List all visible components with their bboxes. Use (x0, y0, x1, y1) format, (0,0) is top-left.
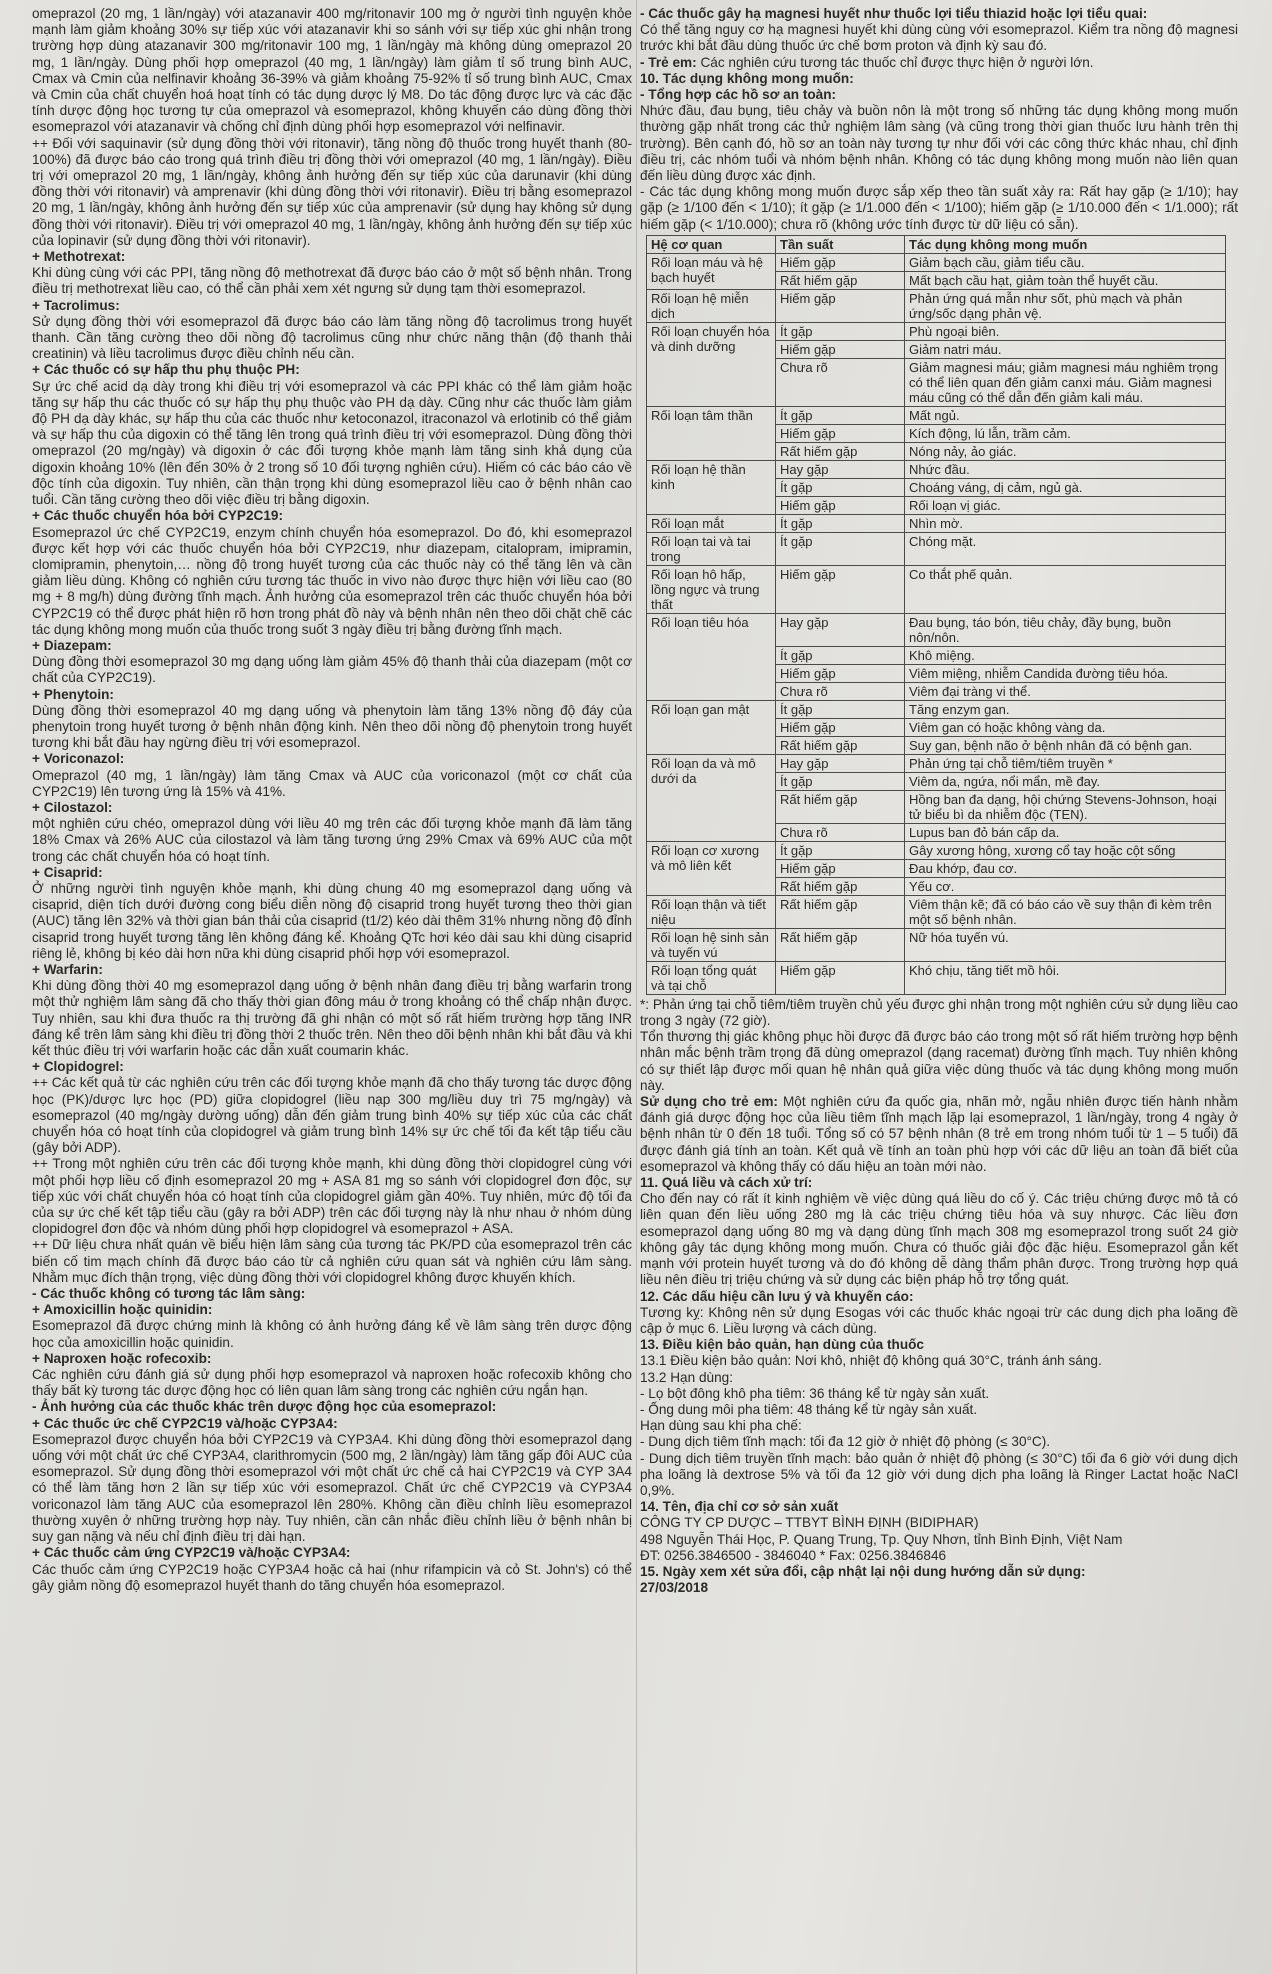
frequency-cell: Rất hiếm gặp (776, 271, 905, 289)
section-heading: 13. Điều kiện bảo quản, hạn dùng của thuốc (640, 1337, 924, 1353)
frequency-cell: Rất hiếm gặp (776, 895, 905, 928)
frequency-cell: Rất hiếm gặp (776, 877, 905, 895)
header-effect: Tác dụng không mong muốn (905, 235, 1226, 253)
organ-cell: Rối loạn máu và hệ bạch huyết (647, 253, 776, 289)
effect-cell: Yếu cơ. (905, 877, 1226, 895)
table-row (647, 928, 1226, 961)
effect-cell: Phản ứng quá mẫn như sốt, phù mạch và phản ứng/sốc dạng phản vệ. (905, 289, 1226, 322)
paragraph: - Dung dịch tiêm truyền tĩnh mạch: bảo quản ở nhiệt độ phòng (≤ 30°C) tối đa 6 giờ với dung dịch pha loãng là dextrose 5% và tối đa 12 giờ với dung dịch pha loãng là Ringer Lactat hoặc NaCl 0,9%. (640, 1450, 1238, 1498)
table-row (647, 841, 1226, 859)
frequency-cell: Hiếm gặp (776, 859, 905, 877)
frequency-cell: Hiếm gặp (776, 424, 905, 442)
section-heading: + Các thuốc ức chế CYP2C19 và/hoặc CYP3A4: (32, 1415, 338, 1431)
paragraph: Có thể tăng nguy cơ hạ magnesi huyết khi dùng cùng với esomeprazol. Kiểm tra nồng độ magnesi trước khi bắt đầu dùng thuốc ức chế bơm proton và định kỳ sau đó. (640, 22, 1238, 54)
paragraph: ++ Dữ liệu chưa nhất quán về biểu hiện lâm sàng của tương tác PK/PD của esomeprazol trên các biến cố tim mạch chính đã được báo cáo từ cả nghiên cứu quan sát và nghiên cứu lâm sàng. Nhằm mục đích thận trọng, việc dùng đồng thời với clopidogrel không được khuyến khích. (32, 1237, 632, 1285)
paragraph: Hạn dùng sau khi pha chế: (640, 1418, 802, 1434)
section-heading: + Methotrexat: (32, 249, 126, 265)
effect-cell: Phù ngoại biên. (905, 322, 1226, 340)
frequency-cell: Hiếm gặp (776, 718, 905, 736)
effect-cell: Hồng ban đa dạng, hội chứng Stevens-Johnson, hoại tử biểu bì da nhiễm độc (TEN). (905, 790, 1226, 823)
section-heading: + Các thuốc chuyển hóa bởi CYP2C19: (32, 508, 284, 524)
paragraph: Khi dùng đồng thời 40 mg esomeprazol dạng uống ở bệnh nhân đang điều trị bằng warfarin trong một thử nghiệm lâm sàng đã cho thấy thời gian đông máu ở trong khoảng có thể chấp nhận được. Tuy nhiên, sau khi đưa thuốc ra thị trường đã ghi nhận có một số rất hiếm trường hợp tăng INR đáng kể trên lâm sàng khi điều trị đồng thời 2 thuốc trên. Nên theo dõi bệnh nhân khi bắt đầu và khi kết thúc điều trị với warfarin hoặc các dẫn xuất coumarin khác. (32, 978, 632, 1058)
section-heading: - Tổng hợp các hồ sơ an toàn: (640, 87, 837, 103)
paragraph: Sự ức chế acid dạ dày trong khi điều trị với esomeprazol và các PPI khác có thể làm giảm hoặc tăng sự hấp thu các thuốc có sự hấp thụ phụ thuộc vào PH dạ dày. Cũng như các thuốc làm giảm độ PH dạ dày khác, sự hấp thu của các thuốc như ketoconazol, itraconazol và erlotinib có thể giảm và sự hấp thu của digoxin có thể tăng lên trong quá trình điều trị với esomeprazol. Dùng đồng thời omeprazol (20 mg/ngày) và digoxin ở các đối tượng khỏe mạnh làm tăng sinh khả dụng của digoxin khoảng 10% (lên đến 30% ở 2 trong số 10 đối tượng nghiên cứu). Hiếm có các báo cáo về độc tính của digoxin. Tuy nhiên, cần thận trọng khi dùng esomeprazol liều cao ở bệnh nhân cao tuổi. Cần tăng cường theo dõi việc điều trị bằng digoxin. (32, 378, 632, 508)
table-row (647, 961, 1226, 994)
organ-cell: Rối loạn tai và tai trong (647, 532, 776, 565)
effect-cell: Mất ngủ. (905, 406, 1226, 424)
frequency-cell: Rất hiếm gặp (776, 736, 905, 754)
frequency-cell: Ít gặp (776, 841, 905, 859)
paragraph: ++ Đối với saquinavir (sử dụng đồng thời với ritonavir), tăng nồng độ thuốc trong huyết thanh (80-100%) đã được báo cáo trong quá trình điều trị đồng thời với omeprazol (40 mg, 1 lần/ngày). Điều trị với omeprazol 20 mg, 1 lần/ngày, không ảnh hưởng đến sự tiếp xúc của darunavir (khi dùng đồng thời với ritonavir) và amprenavir (khi dùng đồng thời với ritonavir). Điều trị bằng esomeprazol 20 mg, 1 lần/ngày, không ảnh hưởng đến sự tiếp xúc của amprenavir (sử dụng hay không sử dụng đồng thời với ritonavir). Điều trị với omeprazol 40 mg, 1 lần/ngày, không ảnh hưởng đến sự tiếp xúc của lopinavir (sử dụng đồng thời với ritonavir). (32, 135, 632, 248)
left-column (32, 6, 632, 1594)
paragraph: Cho đến nay có rất ít kinh nghiệm về việc dùng quá liều do cố ý. Các triệu chứng được mô tả có liên quan đến liều uống 280 mg là các triệu chứng tiêu hóa và suy nhược. Các liều đơn esomeprazol dạng uống 80 mg và dạng dùng tĩnh mạch 308 mg esomeprazol trong suốt 24 giờ không gây tác dụng không mong muốn. Chưa có thuốc giải độc đặc hiệu. Esomeprazol gắn kết mạnh với protein huyết tương và do đó không dễ dàng thẩm phân được. Trong trường hợp quá liều nên điều trị triệu chứng và sử dụng các biện pháp hỗ trợ tổng quát. (640, 1191, 1238, 1288)
section-heading: + Các thuốc cảm ứng CYP2C19 và/hoặc CYP3A4: (32, 1545, 351, 1561)
effect-cell: Choáng váng, dị cảm, ngủ gà. (905, 478, 1226, 496)
table-row (647, 700, 1226, 718)
effect-cell: Viêm đại tràng vi thể. (905, 682, 1226, 700)
section-heading: + Tacrolimus: (32, 297, 120, 313)
inline-text: Một nghiên cứu đa quốc gia, nhãn mở, ngẫu nhiên được tiến hành nhằm đánh giá dược động học của liều tiêm tĩnh mạch lặp lại esomeprazol, 1 lần/ngày, trong 4 ngày ở bệnh nhân từ 0 đến 18 tuổi. Tổng số có 57 bệnh nhân (8 trẻ em trong nhóm tuổi từ 1 – 5 tuổi) đã được đánh giá tính an toàn. Kết quả về tính an toàn phù hợp với các dữ liệu an toàn đã biết của esomeprazol và không thấy có dấu hiệu an toàn mới nào. (640, 1094, 1238, 1174)
frequency-cell: Hiếm gặp (776, 289, 905, 322)
manufacturer-contact: ĐT: 0256.3846500 - 3846040 * Fax: 0256.3846846 (640, 1547, 947, 1563)
frequency-cell: Ít gặp (776, 514, 905, 532)
effect-cell: Nhức đầu. (905, 460, 1226, 478)
revision-date: 27/03/2018 (640, 1580, 709, 1596)
frequency-cell: Hiếm gặp (776, 496, 905, 514)
paragraph: Khi dùng cùng với các PPI, tăng nồng độ methotrexat đã được báo cáo ở một số bệnh nhân. Trong điều trị methotrexat liều cao, có thể cần phải xem xét ngưng sử dụng tạm thời esomeprazol. (32, 265, 632, 297)
paragraph: một nghiên cứu chéo, omeprazol dùng với liều 40 mg trên các đối tượng khỏe mạnh đã làm tăng 18% Cmax và 26% AUC của cilostazol và làm tăng tương ứng 29% Cmax và 69% AUC của một trong các chất chuyển hóa có hoạt tính. (32, 816, 632, 864)
section-heading: - Ảnh hưởng của các thuốc khác trên dược động học của esomeprazol: (32, 1399, 497, 1415)
frequency-cell: Chưa rõ (776, 682, 905, 700)
manufacturer-address: 498 Nguyễn Thái Học, P. Quang Trung, Tp. Quy Nhơn, tỉnh Bình Định, Việt Nam (640, 1531, 1123, 1547)
paragraph: Esomeprazol đã được chứng minh là không có ảnh hưởng đáng kể về lâm sàng trên dược động học của amoxicillin hoặc quinidin. (32, 1318, 632, 1350)
paragraph: - Lọ bột đông khô pha tiêm: 36 tháng kể từ ngày sản xuất. (640, 1385, 990, 1401)
table-header-row (647, 235, 1226, 253)
table-row (647, 460, 1226, 478)
effect-cell: Mất bạch cầu hạt, giảm toàn thể huyết cầu. (905, 271, 1226, 289)
table-row (647, 253, 1226, 271)
frequency-cell: Ít gặp (776, 646, 905, 664)
effect-cell: Viêm miệng, nhiễm Candida đường tiêu hóa. (905, 664, 1226, 682)
frequency-cell: Hay gặp (776, 754, 905, 772)
section-heading: + Warfarin: (32, 961, 103, 977)
frequency-cell: Ít gặp (776, 322, 905, 340)
effect-cell: Kích động, lú lẫn, trầm cảm. (905, 424, 1226, 442)
organ-cell: Rối loạn thận và tiết niệu (647, 895, 776, 928)
effect-cell: Viêm gan có hoặc không vàng da. (905, 718, 1226, 736)
effect-cell: Lupus ban đỏ bán cấp da. (905, 823, 1226, 841)
right-column (640, 6, 1238, 1596)
effect-cell: Viêm thận kẽ; đã có báo cáo về suy thận đi kèm trên một số bệnh nhân. (905, 895, 1226, 928)
paragraph: - Dung dịch tiêm tĩnh mạch: tối đa 12 giờ ở nhiệt độ phòng (≤ 30°C). (640, 1434, 1051, 1450)
organ-cell: Rối loạn gan mật (647, 700, 776, 754)
table-row (647, 895, 1226, 928)
table-row (647, 532, 1226, 565)
organ-cell: Rối loạn tiêu hóa (647, 613, 776, 700)
frequency-cell: Ít gặp (776, 772, 905, 790)
frequency-cell: Ít gặp (776, 406, 905, 424)
paragraph: Esomeprazol được chuyển hóa bởi CYP2C19 và CYP3A4. Khi dùng đồng thời esomeprazol dạng uống với một chất ức chế CYP3A4, clarithromycin (500 mg, 2 lần/ngày) làm tăng gấp đôi AUC của esomeprazol. Sử dụng đồng thời esomeprazol với một chất ức chế cả hai CYP2C19 và CYP 3A4 có thể làm tăng hơn 2 lần sự tiếp xúc với esomeprazol. Chất ức chế CYP2C19 và CYP3A4 voriconazol làm tăng AUC của esomeprazol lên 280%. Không cần điều chỉnh liều esomeprazol thường xuyên ở những trường hợp này. Tuy nhiên, cần cân nhắc điều chỉnh liều ở bệnh nhân bị suy gan nặng và nếu chỉ định điều trị dài hạn. (32, 1431, 632, 1545)
section-heading: - Các thuốc không có tương tác lâm sàng: (32, 1286, 306, 1302)
table-row (647, 565, 1226, 613)
organ-cell: Rối loạn hệ sinh sản và tuyến vú (647, 928, 776, 961)
organ-cell: Rối loạn chuyển hóa và dinh dưỡng (647, 322, 776, 406)
frequency-cell: Ít gặp (776, 700, 905, 718)
paragraph: - Ống dung môi pha tiêm: 48 tháng kể từ ngày sản xuất. (640, 1401, 978, 1417)
section-heading: - Các thuốc gây hạ magnesi huyết như thuốc lợi tiểu thiazid hoặc lợi tiểu quai: (640, 6, 1148, 21)
effect-cell: Giảm bạch cầu, giảm tiểu cầu. (905, 253, 1226, 271)
effect-cell: Nhìn mờ. (905, 514, 1226, 532)
inline-text: Các nghiên cứu tương tác thuốc chỉ được thực hiện ở người lớn. (696, 54, 1094, 70)
paragraph: Dùng đồng thời esomeprazol 30 mg dạng uống làm giảm 45% độ thanh thải của diazepam (một cơ chất của CYP2C19). (32, 654, 632, 686)
inline-heading: Sử dụng cho trẻ em: (640, 1094, 778, 1110)
section-heading: + Naproxen hoặc rofecoxib: (32, 1350, 212, 1366)
paragraph: 13.2 Hạn dùng: (640, 1369, 733, 1385)
effect-cell: Giảm natri máu. (905, 340, 1226, 358)
frequency-cell: Hay gặp (776, 460, 905, 478)
table-row (647, 754, 1226, 772)
section-heading: 11. Quá liều và cách xử trí: (640, 1175, 813, 1191)
frequency-cell: Hiếm gặp (776, 253, 905, 271)
effect-cell: Viêm da, ngứa, nổi mẩn, mề đay. (905, 772, 1226, 790)
paragraph (640, 1094, 1238, 1175)
paragraph: - Các tác dụng không mong muốn được sắp xếp theo tần suất xảy ra: Rất hay gặp (≥ 1/10); hay gặp (≥ 1/100 đến < 1/10); ít gặp (≥ 1/1.000 đến < 1/100); hiếm gặp (≥ 1/10.000 đến < 1/1.000); rất hiếm gặp (< 1/10.000); chưa rõ (không ước tính được từ dữ liệu có sẵn). (640, 184, 1238, 232)
organ-cell: Rối loạn mắt (647, 514, 776, 532)
frequency-cell: Rất hiếm gặp (776, 442, 905, 460)
paragraph: Ở những người tình nguyện khỏe mạnh, khi dùng chung 40 mg esomeprazol dạng uống và cisaprid, diện tích dưới đường cong biểu diễn nồng độ cisaprid trong huyết tương theo thời gian (AUC) tăng lên 32% và thời gian bán thải của cisaprid (t1/2) kéo dài thêm 31% nhưng nồng độ đỉnh cisaprid trong huyết tương tăng lên không đáng kể. Khoảng QTc hơi kéo dài sau khi dùng cisaprid riêng lẻ, không bị kéo dài hơn nữa khi dùng cisaprid phối hợp với esomeprazol. (32, 880, 632, 961)
adverse-effects-table (646, 235, 1226, 995)
frequency-cell: Rất hiếm gặp (776, 928, 905, 961)
table-body (647, 253, 1226, 994)
effect-cell: Khó chịu, tăng tiết mồ hôi. (905, 961, 1226, 994)
section-heading: + Cisaprid: (32, 864, 103, 880)
organ-cell: Rối loạn cơ xương và mô liên kết (647, 841, 776, 895)
organ-cell: Rối loạn hệ miễn dịch (647, 289, 776, 322)
effect-cell: Giảm magnesi máu; giảm magnesi máu nghiêm trọng có thể liên quan đến giảm canxi máu. Giảm magnesi máu cũng có thể dẫn đến giảm kali máu. (905, 358, 1226, 406)
paragraph: ++ Trong một nghiên cứu trên các đối tượng khỏe mạnh, khi dùng đồng thời clopidogrel cùng với một phối hợp liều cố định esomeprazol 20 mg + ASA 81 mg so sánh với clopidogrel đơn độc, sự tiếp xúc với chất chuyển hóa có hoạt tính của clopidogrel giảm gần 40%. Tuy nhiên, mức độ tối đa của sự ức chế kết tập tiểu cầu (gây ra bởi ADP) trên các đối tượng này là như nhau ở nhóm dùng clopidogrel đơn độc và nhóm dùng phối hợp clopidogrel và esomeprazol + ASA. (32, 1156, 632, 1237)
paragraph: 13.1 Điều kiện bảo quản: Nơi khô, nhiệt độ không quá 30°C, tránh ánh sáng. (640, 1353, 1102, 1369)
section-heading: 15. Ngày xem xét sửa đổi, cập nhật lại nội dung hướng dẫn sử dụng: (640, 1563, 1086, 1579)
section-heading: 14. Tên, địa chỉ cơ sở sản xuất (640, 1499, 839, 1515)
effect-cell: Suy gan, bệnh não ở bệnh nhân đã có bệnh gan. (905, 736, 1226, 754)
table-row (647, 613, 1226, 646)
manufacturer-name: CÔNG TY CP DƯỢC – TTBYT BÌNH ĐỊNH (BIDIPHAR) (640, 1515, 979, 1531)
frequency-cell: Rất hiếm gặp (776, 790, 905, 823)
paragraph: ++ Các kết quả từ các nghiên cứu trên các đối tượng khỏe mạnh đã cho thấy tương tác dược động học (PK)/dược lực học (PD) giữa clopidogrel (liều nạp 300 mg/liều duy trì 75 mg/ngày) và esomeprazol (40 mg/ngày dường uống) dẫn đến giảm trung bình 40% sự tiếp xúc của các chất chuyển hóa có hoạt tính của clopidogrel và giảm trung bình 14% sự ức chế tối đa kết tập tiểu cầu (gây bởi ADP). (32, 1075, 632, 1156)
organ-cell: Rối loạn tổng quát và tại chỗ (647, 961, 776, 994)
paragraph: Nhức đầu, đau bụng, tiêu chảy và buồn nôn là một trong số những tác dụng không mong muốn thường gặp nhất trong các thử nghiệm lâm sàng (và cũng trong thời gian thuốc lưu hành trên thị trường). Bên cạnh đó, hồ sơ an toàn này tương tự như đối với các công thức khác nhau, chỉ định điều trị, các nhóm tuổi và nhóm bệnh nhân. Không có tác dụng không mong muốn nào liên quan đến liều dùng được xác định. (640, 103, 1238, 184)
header-frequency: Tần suất (776, 235, 905, 253)
paragraph: Các nghiên cứu đánh giá sử dụng phối hợp esomeprazol và naproxen hoặc rofecoxib không cho thấy bất kỳ tương tác dược động học có liên quan lâm sàng trong các nghiên cứu ngắn hạn. (32, 1367, 632, 1399)
frequency-cell: Chưa rõ (776, 823, 905, 841)
organ-cell: Rối loạn tâm thần (647, 406, 776, 460)
effect-cell: Chóng mặt. (905, 532, 1226, 565)
paragraph: Tổn thương thị giác không phục hồi được đã được báo cáo trong một số rất hiếm trường hợp bệnh nhân mắc bệnh trầm trọng đã dùng omeprazol (dạng racemat) đường tĩnh mạch. Tuy nhiên không có sự thiết lập được mối quan hệ nhân quả giữa việc dùng thuốc và tác dụng không mong muốn này. (640, 1029, 1238, 1093)
effect-cell: Đau khớp, đau cơ. (905, 859, 1226, 877)
effect-cell: Tăng enzym gan. (905, 700, 1226, 718)
effect-cell: Nữ hóa tuyến vú. (905, 928, 1226, 961)
section-heading: + Cilostazol: (32, 799, 113, 815)
section-heading: 10. Tác dụng không mong muốn: (640, 70, 854, 86)
organ-cell: Rối loạn da và mô dưới da (647, 754, 776, 841)
paragraph: omeprazol (20 mg, 1 lần/ngày) với atazanavir 400 mg/ritonavir 100 mg ở người tình nguyện khỏe mạnh làm giảm khoảng 30% sự tiếp xúc với atazanavir khi so sánh với sự tiếp xúc ghi nhận trong trường hợp dùng atazanavir 300 mg/ritonavir 100 mg, 1 lần/ngày mà không dùng omeprazol 20 mg, 1 lần/ngày. Dùng phối hợp omeprazol (40 mg, 1 lần/ngày) làm giảm tỉ số trung bình AUC, Cmax và Cmin của nelfinavir khoảng 36-39% và giảm khoảng 75-92% tỉ số trung bình AUC, Cmax và Cmin của chất chuyển hoá hoạt tính có tác dụng dược lý M8. Do tác động được lực và các đặc tính dược động học tương tự của omeprazol và esomeprazol, không khuyến cáo dùng đồng thời esomeprazol với atazanavir và chống chỉ định dùng phối hợp esomeprazol với nelfinavir. (32, 6, 632, 135)
section-heading: + Voriconazol: (32, 751, 125, 767)
table-row (647, 514, 1226, 532)
table-row (647, 322, 1226, 340)
effect-cell: Co thắt phế quản. (905, 565, 1226, 613)
effect-cell: Nóng nảy, ảo giác. (905, 442, 1226, 460)
column-divider (636, 0, 637, 1974)
frequency-cell: Hiếm gặp (776, 961, 905, 994)
effect-cell: Khô miệng. (905, 646, 1226, 664)
frequency-cell: Hiếm gặp (776, 664, 905, 682)
table-row (647, 406, 1226, 424)
frequency-cell: Ít gặp (776, 478, 905, 496)
section-heading: + Clopidogrel: (32, 1059, 124, 1075)
organ-cell: Rối loạn hô hấp, lồng ngực và trung thất (647, 565, 776, 613)
paragraph: Sử dụng đồng thời với esomeprazol đã được báo cáo làm tăng nồng độ tacrolimus trong huyết thanh. Cần tăng cường theo dõi nồng độ tacrolimus cũng như chức năng thận (độ thanh thải creatinin) và liều tacrolimus được điều chỉnh nếu cần. (32, 313, 632, 362)
inline-heading: - Trẻ em: (640, 54, 697, 70)
paragraph: Esomeprazol ức chế CYP2C19, enzym chính chuyển hóa esomeprazol. Do đó, khi esomeprazol được kết hợp với các thuốc chuyển hóa bởi CYP2C19, như diazepam, citalopram, imipramin, clomipramin, phenytoin,… nồng độ trong huyết tương của các thuốc này có thể tăng lên và cần giảm liều dùng. Không có nghiên cứu tương tác thuốc in vivo nào được thực hiện với liều cao (80 mg + 8 mg/h) dùng đường tĩnh mạch. Ảnh hưởng của esomeprazol trên các thuốc chuyển hóa bởi CYP2C19 có thể được phát hiện rõ hơn trong phát đồ này và bệnh nhân nên theo dõi chặt chẽ các tác dụng không mong muốn của thuốc trong suốt 3 ngày điều trị bằng đường tĩnh mạch. (32, 524, 632, 637)
paragraph: Các thuốc cảm ứng CYP2C19 hoặc CYP3A4 hoặc cả hai (như rifampicin và cỏ St. John's) có thể gây giảm nồng độ esomeprazol huyết thanh do tăng chuyển hóa esomeprazol. (32, 1561, 632, 1593)
effect-cell: Phản ứng tại chỗ tiêm/tiêm truyền * (905, 754, 1226, 772)
section-heading: + Phenytoin: (32, 686, 114, 702)
frequency-cell: Chưa rõ (776, 358, 905, 406)
table-row (647, 289, 1226, 322)
frequency-cell: Hiếm gặp (776, 565, 905, 613)
paragraph: Tương kỵ: Không nên sử dụng Esogas với các thuốc khác ngoại trừ các dung dịch pha loãng đề cập ở mục 6. Liều lượng và cách dùng. (640, 1304, 1238, 1336)
section-heading: 12. Các dấu hiệu cần lưu ý và khuyến cáo: (640, 1288, 914, 1304)
section-heading: + Các thuốc có sự hấp thu phụ thuộc PH: (32, 362, 300, 378)
paragraph: Dùng đồng thời esomeprazol 40 mg dạng uống và phenytoin làm tăng 13% nồng độ đáy của phenytoin trong huyết tương ở bệnh nhân động kinh. Nên theo dõi nồng độ phenytoin trong huyết tương khi bắt đầu hay ngừng điều trị với esomeprazol. (32, 702, 632, 751)
frequency-cell: Hiếm gặp (776, 340, 905, 358)
paragraph: Omeprazol (40 mg, 1 lần/ngày) làm tăng Cmax và AUC của voriconazol (một cơ chất của CYP2C19) lên tương ứng là 15% và 41%. (32, 767, 632, 799)
effect-cell: Rối loạn vị giác. (905, 496, 1226, 514)
frequency-cell: Ít gặp (776, 532, 905, 565)
organ-cell: Rối loạn hệ thần kinh (647, 460, 776, 514)
frequency-cell: Hay gặp (776, 613, 905, 646)
header-organ: Hệ cơ quan (647, 235, 776, 253)
effect-cell: Gây xương hông, xương cổ tay hoặc cột sống (905, 841, 1226, 859)
footnote: *: Phản ứng tại chỗ tiêm/tiêm truyền chủ yếu được ghi nhận trong một nghiên cứu sử dụng liều cao trong 3 ngày (72 giờ). (640, 996, 1238, 1029)
section-heading: + Amoxicillin hoặc quinidin: (32, 1302, 213, 1318)
paragraph (640, 55, 1238, 71)
effect-cell: Đau bụng, táo bón, tiêu chảy, đầy bụng, buồn nôn/nôn. (905, 613, 1226, 646)
section-heading: + Diazepam: (32, 637, 112, 653)
